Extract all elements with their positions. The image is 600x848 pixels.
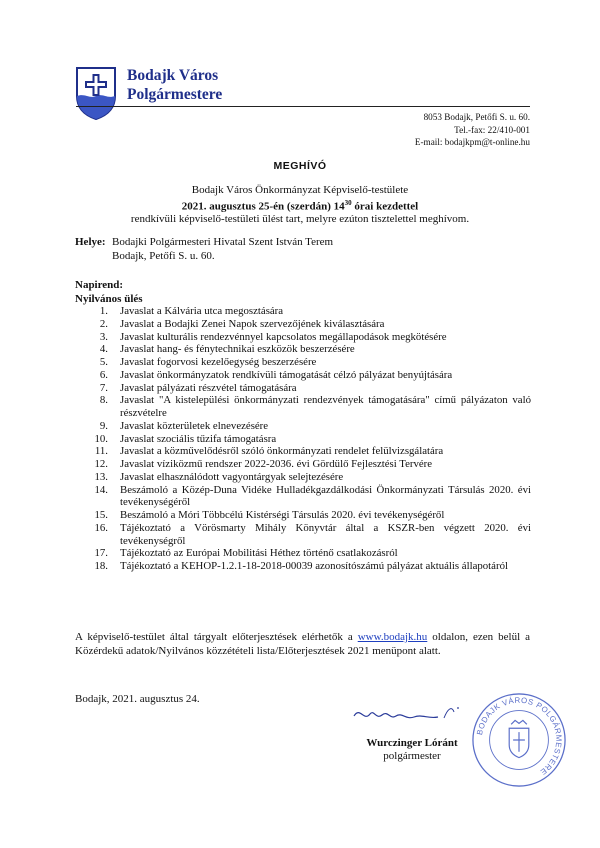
document-title: MEGHÍVÓ: [273, 160, 327, 172]
agenda-item-number: 1.: [99, 305, 108, 317]
intro-line1: Bodajk Város Önkormányzat Képviselő-testülete: [191, 184, 409, 196]
agenda-list: [84, 305, 531, 573]
agenda-item-text: Javaslat fogorvosi kezelőegység beszerzésére: [120, 356, 317, 368]
agenda-item-text: Beszámoló a Közép-Duna Vidéke Hulladékgazdálkodási Önkormányzati Társulás 2020. évi tevékenységéről: [120, 483, 531, 509]
website-link[interactable]: www.bodajk.hu: [357, 631, 428, 643]
agenda-item-text: Javaslat elhasználódott vagyontárgyak selejtezésére: [120, 470, 344, 483]
phone-text: Tel.-fax: 22/410-001: [454, 124, 530, 135]
agenda-item: [84, 356, 531, 369]
agenda-item: [84, 318, 531, 331]
agenda-item-text: Javaslat önkormányzatok rendkívüli támogatását célzó pályázat benyújtására: [120, 368, 453, 381]
agenda-item-text: Beszámoló a Móri Többcélú Kistérségi Társulás 2020. évi tevékenységéről: [120, 509, 445, 521]
agenda-item-number: 4.: [99, 343, 108, 356]
agenda-item: [84, 560, 531, 573]
agenda-item-text: Javaslat pályázati részvétel támogatására: [120, 381, 297, 394]
agenda-item-number: 9.: [99, 419, 108, 432]
stamp-text: BODAJK VÁROS POLGÁRMESTERE: [475, 695, 564, 777]
agenda-item: [84, 484, 531, 510]
agenda-item-text: Javaslat hang- és fénytechnikai eszközök beszerzésére: [120, 343, 355, 356]
meeting-date-text: 2021. augusztus 25-én (szerdán) 14: [181, 200, 345, 213]
invitation-intro: [0, 184, 600, 225]
contact-block: [415, 111, 530, 149]
venue-line2: Bodajk, Petőfi S. u. 60.: [112, 249, 215, 262]
agenda-item: [84, 305, 531, 318]
agenda-item-text: Javaslat "A kistelepülési önkormányzati rendezvények támogatására" című pályázaton való részvételre: [120, 394, 531, 419]
agenda-item-number: 16.: [94, 521, 108, 534]
agenda-item-text: Javaslat a közművelődésről szóló önkormányzati rendelet felülvizsgálatára: [120, 445, 444, 458]
agenda-item: [84, 522, 531, 548]
agenda-item: [84, 433, 531, 446]
email-text: E-mail: bodajkpm@t-online.hu: [414, 137, 530, 148]
document-date: Bodajk, 2021. augusztus 24.: [75, 693, 200, 705]
agenda-item: [84, 471, 531, 484]
signer-block: [332, 737, 492, 763]
signer-role: polgármester: [383, 750, 441, 762]
org-name-line1: Bodajk Város: [127, 67, 219, 84]
signer-name: Wurczinger Lóránt: [366, 737, 458, 749]
agenda-item-number: 6.: [99, 368, 108, 381]
agenda-item-number: 8.: [99, 394, 108, 407]
agenda-item-number: 12.: [94, 458, 108, 470]
meeting-time-minutes: 30: [344, 198, 352, 207]
meeting-datetime: [0, 197, 600, 213]
agenda-item-number: 13.: [94, 470, 108, 483]
agenda-item-text: Javaslat víziközmű rendszer 2022-2036. évi Gördülő Fejlesztési Tervére: [120, 458, 433, 470]
agenda-item-number: 18.: [94, 560, 108, 572]
agenda-item-number: 10.: [94, 432, 108, 445]
agenda-item-number: 7.: [99, 381, 108, 394]
agenda-item: [84, 458, 531, 471]
agenda-item: [84, 547, 531, 560]
agenda-item-text: Javaslat kulturális rendezvénnyel kapcsolatos megállapodások megkötésére: [120, 330, 447, 343]
handwritten-signature: [350, 700, 470, 728]
agenda-item-text: Javaslat szociális tűzifa támogatásra: [120, 432, 277, 445]
agenda-item-text: Tájékoztató a KEHOP-1.2.1-18-2018-00039 azonosítószámú pályázat aktuális állapotáról: [120, 560, 508, 572]
intro-line3: rendkívüli képviselő-testületi ülést tart, melyre ezúton tisztelettel meghívom.: [130, 212, 470, 225]
agenda-headings: [75, 279, 143, 306]
agenda-item: [84, 331, 531, 344]
agenda-item-number: 11.: [94, 445, 108, 458]
address-text: 8053 Bodajk, Petőfi S. u. 60.: [423, 112, 530, 122]
agenda-item: [84, 343, 531, 356]
agenda-item: [84, 382, 531, 395]
notice-text-before: A képviselő-testület által tárgyalt előterjesztések elérhetők a: [75, 631, 358, 643]
agenda-item: [84, 394, 531, 420]
notice-text-after: oldalon, ezen belül a Közérdekű adatok/Nyilvános közzétételi lista/Előterjesztések 2021 menüpont alatt.: [75, 631, 530, 658]
agenda-item-text: Javaslat a Kálvária utca megosztására: [120, 305, 284, 317]
city-crest-logo: [75, 66, 117, 120]
venue-label: Helye:: [75, 236, 106, 248]
organization-name: [127, 66, 222, 104]
agenda-item: [84, 369, 531, 382]
agenda-item-number: 5.: [99, 356, 108, 368]
agenda-item-number: 15.: [94, 509, 108, 521]
org-name-line2: Polgármestere: [127, 86, 223, 103]
official-stamp: [470, 690, 568, 790]
agenda-item-number: 3.: [99, 330, 108, 343]
agenda-item-number: 2.: [99, 317, 108, 330]
public-session-heading: Nyilvános ülés: [75, 292, 143, 305]
agenda-item-number: 14.: [94, 483, 108, 496]
agenda-item-number: 17.: [94, 547, 108, 560]
agenda-item: [84, 445, 531, 458]
agenda-item-text: Tájékoztató az Európai Mobilitási Héthez történő csatlakozásról: [120, 547, 398, 560]
agenda-heading: Napirend:: [75, 279, 124, 291]
agenda-item: [84, 420, 531, 433]
agenda-item-text: Tájékoztató a Vörösmarty Mihály Könyvtár által a KSZR-ben végzett 2020. évi tevékenységről: [120, 521, 531, 547]
agenda-item: [84, 509, 531, 522]
header-divider: [76, 106, 530, 107]
agenda-item-text: Javaslat közterületek elnevezésére: [120, 419, 269, 432]
agenda-item-text: Javaslat a Bodajki Zenei Napok szervezőjének kiválasztására: [120, 317, 385, 330]
documents-notice: [75, 630, 530, 658]
venue-line1: Bodajki Polgármesteri Hivatal Szent István Terem: [112, 236, 334, 248]
meeting-time-suffix: órai kezdettel: [351, 200, 419, 213]
